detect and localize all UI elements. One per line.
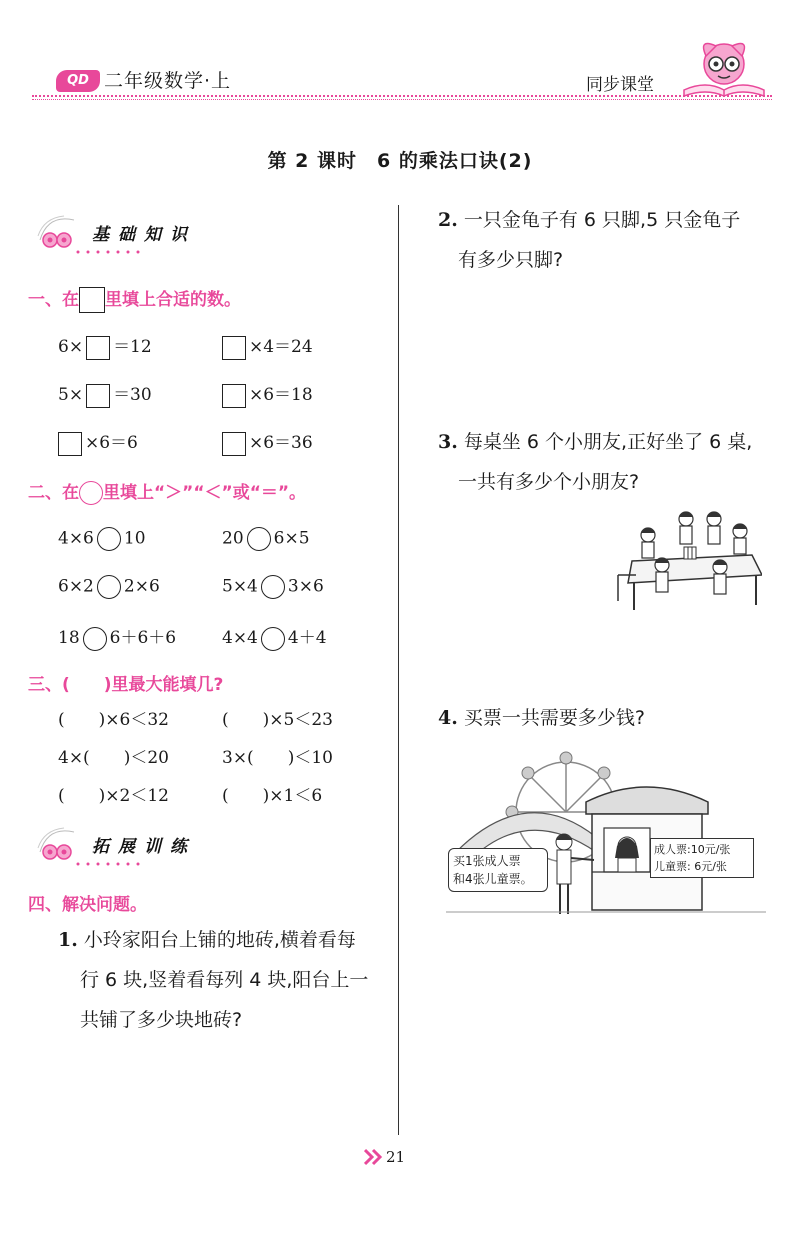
- part1-item: [222, 428, 313, 456]
- eq-text: 5×: [58, 385, 84, 405]
- answer-box[interactable]: [58, 432, 82, 456]
- problem-text: 每桌坐 6 个小朋友,正好坐了 6 桌,: [463, 431, 753, 453]
- problem-line: [58, 920, 398, 960]
- part2-heading-suffix: 里填上“＞”“＜”或“＝”。: [103, 483, 307, 503]
- eq-text: 4＋4: [287, 628, 327, 648]
- answer-box[interactable]: [222, 432, 246, 456]
- answer-circle[interactable]: [247, 527, 271, 551]
- part3-item[interactable]: 4×( )＜20: [58, 748, 169, 768]
- children-at-table-illustration: [612, 505, 762, 615]
- problem-line: 一共有多少个小朋友?: [458, 471, 640, 493]
- problem-line: 共铺了多少块地砖?: [80, 1009, 243, 1031]
- eq-text: ×6＝18: [249, 385, 313, 405]
- part3-item[interactable]: ( )×1＜6: [222, 786, 323, 806]
- part1-item: [222, 380, 313, 408]
- eq-text: 6×5: [273, 528, 310, 549]
- part1-item: [58, 380, 152, 408]
- header-divider: [32, 95, 772, 97]
- answer-circle[interactable]: [261, 575, 285, 599]
- problem-1: [58, 920, 398, 1040]
- problem-line: 行 6 块,竖着看每列 4 块,阳台上一: [80, 969, 369, 991]
- problem-3: [438, 422, 788, 502]
- part2-item: [58, 527, 146, 551]
- part1-heading-suffix: 里填上合适的数。: [105, 290, 241, 310]
- eq-text: ×6＝36: [249, 433, 313, 453]
- answer-box-sample: [79, 287, 105, 313]
- speech-line: 和4张儿童票。: [453, 872, 533, 886]
- part3-item[interactable]: 3×( )＜10: [222, 748, 333, 768]
- ticket-booth-illustration: [446, 742, 766, 922]
- book-title: 二年级数学·上: [104, 70, 232, 92]
- part3-item[interactable]: ( )×5＜23: [222, 710, 333, 730]
- part1-item: [222, 332, 313, 360]
- problem-line: [438, 422, 788, 462]
- part1-item: [58, 428, 138, 456]
- section-label-basic: 基础知识: [92, 225, 196, 245]
- book-mascot-icon: [676, 36, 772, 100]
- problem-text: 小玲家阳台上铺的地砖,横着看每: [83, 929, 356, 951]
- eq-text: 5×4: [222, 576, 258, 597]
- eq-text: 2×6: [123, 576, 160, 597]
- eq-text: 10: [123, 528, 146, 549]
- answer-circle-sample: [79, 481, 103, 505]
- ferris-wheel-booth-icon: [446, 742, 766, 922]
- header-divider-thin: [32, 99, 772, 100]
- eq-text: ＝30: [113, 385, 152, 405]
- part2-heading-prefix: 二、在: [28, 483, 79, 503]
- eq-text: 4×6: [58, 528, 94, 549]
- column-divider: [398, 205, 399, 1135]
- part1-item: [58, 332, 152, 360]
- part2-item: [222, 575, 324, 599]
- price-line: 成人票:10元/张: [654, 843, 731, 856]
- problem-number: 3.: [438, 431, 458, 453]
- eq-text: 4×4: [222, 628, 258, 648]
- eq-text: 6×2: [58, 576, 94, 597]
- problem-line: [438, 200, 788, 240]
- answer-box[interactable]: [86, 384, 110, 408]
- problem-2: [438, 200, 788, 280]
- part2-item: [222, 623, 327, 651]
- answer-circle[interactable]: [97, 575, 121, 599]
- eq-text: 20: [222, 528, 244, 549]
- part2-item: [58, 575, 160, 599]
- series-badge: QD: [56, 70, 100, 92]
- problem-text: 一只金龟子有 6 只脚,5 只金龟子: [463, 209, 741, 231]
- part4-heading: 四、解决问题。: [28, 895, 147, 915]
- problem-4: [438, 698, 788, 738]
- part2-heading: [28, 478, 306, 505]
- answer-box[interactable]: [222, 384, 246, 408]
- lesson-title: 第 2 课时 6 的乘法口诀(2): [267, 150, 533, 172]
- answer-box[interactable]: [222, 336, 246, 360]
- section-label-extension: 拓展训练: [92, 837, 196, 857]
- section-ribbon-extension: [34, 822, 214, 866]
- double-chevron-right-icon: [364, 1148, 384, 1166]
- part2-item: [58, 623, 176, 651]
- problem-number: 1.: [58, 929, 78, 951]
- problem-number: 4.: [438, 707, 458, 729]
- price-line: 儿童票: 6元/张: [654, 860, 727, 873]
- part2-item: [222, 527, 310, 551]
- speech-line: 买1张成人票: [453, 854, 521, 868]
- page-number: 21: [386, 1148, 406, 1166]
- part3-item[interactable]: ( )×2＜12: [58, 786, 169, 806]
- section-name: 同步课堂: [586, 75, 654, 95]
- problem-line: 有多少只脚?: [458, 249, 564, 271]
- problem-text: 买票一共需要多少钱?: [463, 707, 645, 729]
- eq-text: ×6＝6: [85, 433, 138, 453]
- part1-heading: [28, 285, 241, 313]
- eq-text: 18: [58, 628, 80, 648]
- part3-item[interactable]: ( )×6＜32: [58, 710, 169, 730]
- eq-text: ×4＝24: [249, 337, 313, 357]
- answer-circle[interactable]: [83, 627, 107, 651]
- eq-text: 6×: [58, 337, 84, 357]
- part1-heading-prefix: 一、在: [28, 290, 79, 310]
- eq-text: 3×6: [287, 576, 324, 597]
- answer-box[interactable]: [86, 336, 110, 360]
- speech-bubble: [448, 848, 548, 892]
- answer-circle[interactable]: [261, 627, 285, 651]
- answer-circle[interactable]: [97, 527, 121, 551]
- eq-text: ＝12: [113, 337, 152, 357]
- price-board: [650, 838, 754, 878]
- problem-number: 2.: [438, 209, 458, 231]
- eq-text: 6＋6＋6: [109, 628, 177, 648]
- part3-heading: 三、( )里最大能填几?: [28, 675, 224, 695]
- problem-line: [438, 698, 788, 738]
- section-ribbon-basic: [34, 210, 214, 254]
